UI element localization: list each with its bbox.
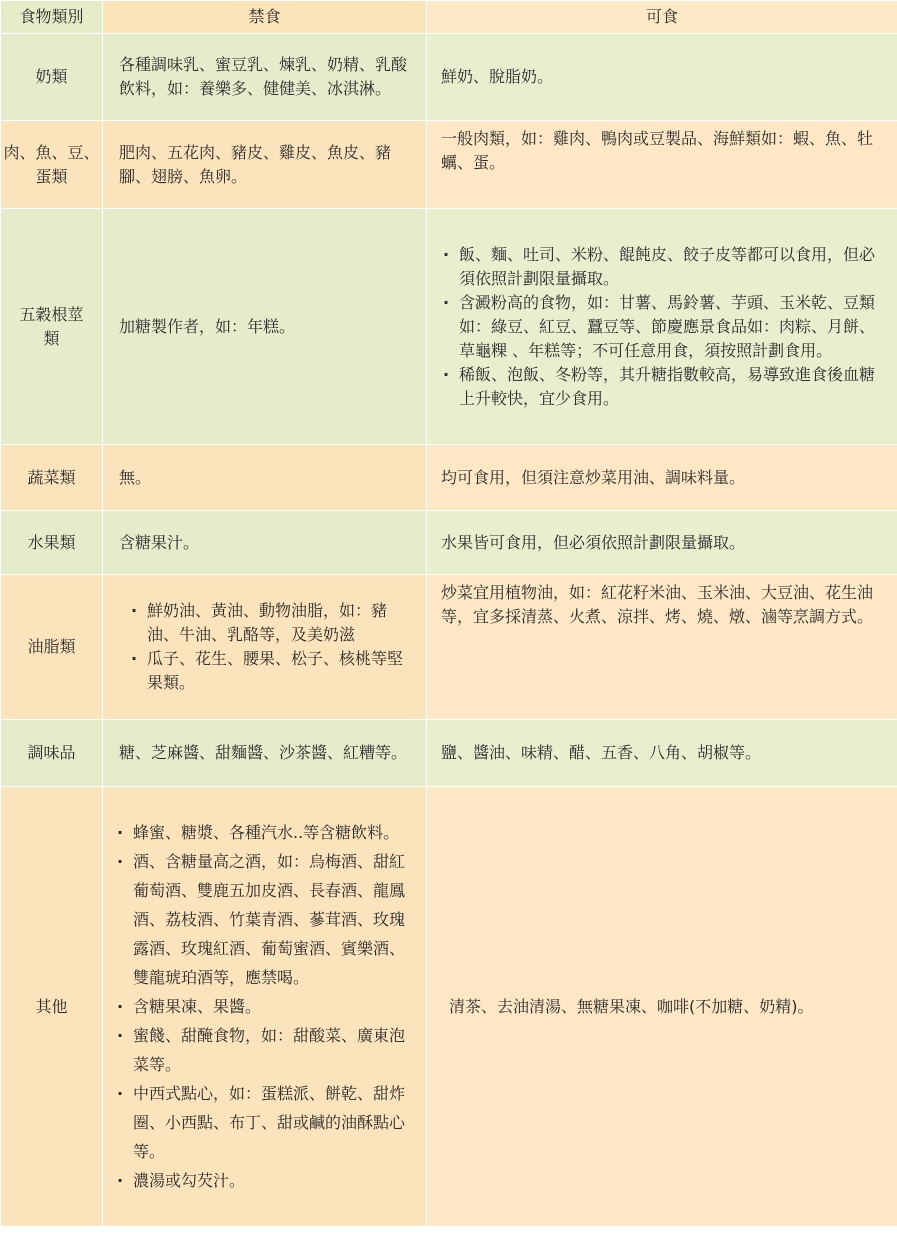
forbidden-cell (103, 445, 427, 511)
table-row (1, 511, 897, 575)
forbidden-text: 含糖果汁。 (119, 532, 200, 552)
table-row (1, 720, 897, 787)
header-allowed: 可食 (427, 1, 897, 34)
forbidden-cell (103, 209, 427, 445)
allowed-item: · 飯、麵、吐司、米粉、餛飩皮、餃子皮等都可以食用，但必須依照計劃限量攝取。 (441, 243, 883, 291)
allowed-text: 一般肉類，如：雞肉、鴨肉或豆製品、海鮮類如：蝦、魚、牡蠣、蛋。 (441, 129, 874, 172)
forbidden-item: · 鮮奶油、黃油、動物油脂，如：豬油、牛油、乳酪等，及美奶滋 (129, 599, 412, 647)
header-category: 食物類別 (1, 1, 103, 34)
allowed-list (441, 243, 883, 411)
forbidden-text: 加糖製作者，如：年糕。 (119, 316, 296, 336)
header-row (1, 1, 897, 34)
category-cell: 油脂類 (1, 575, 103, 720)
forbidden-cell (103, 787, 427, 1227)
allowed-cell (427, 209, 897, 445)
allowed-cell (427, 445, 897, 511)
forbidden-text: 肥肉、五花肉、豬皮、雞皮、魚皮、豬腳、翅膀、魚卵。 (119, 142, 392, 186)
category-label: 五穀根莖類 (19, 304, 84, 348)
allowed-cell (427, 511, 897, 575)
forbidden-text: 無。 (119, 467, 152, 487)
forbidden-cell (103, 720, 427, 787)
forbidden-item: · 瓜子、花生、腰果、松子、核桃等堅果類。 (129, 647, 412, 695)
forbidden-cell (103, 34, 427, 121)
forbidden-text: 各種調味乳、蜜豆乳、煉乳、奶精、乳酸飲料，如：養樂多、健健美、冰淇淋。 (119, 55, 408, 98)
allowed-text: 炒菜宜用植物油，如：紅花籽米油、玉米油、大豆油、花生油等，宜多採清蒸、火煮、涼拌、烤、燒、燉、滷等烹調方式。 (441, 583, 874, 626)
table-row (1, 787, 897, 1227)
table-row (1, 209, 897, 445)
allowed-text: 鮮奶、脫脂奶。 (441, 67, 554, 86)
table-row (1, 121, 897, 209)
forbidden-item: · 蜜餞、甜醃食物，如：甜酸菜、廣東泡菜等。 (115, 1021, 412, 1079)
allowed-cell (427, 121, 897, 209)
forbidden-item: · 中西式點心，如：蛋糕派、餅乾、甜炸圈、小西點、布丁、甜或鹹的油酥點心等。 (115, 1079, 412, 1166)
allowed-text: 鹽、醬油、味精、醋、五香、八角、胡椒等。 (441, 743, 762, 762)
allowed-item: · 含澱粉高的食物，如：甘薯、馬鈴薯、芋頭、玉米乾、豆類如：綠豆、紅豆、蠶豆等、節慶應景食品如：肉粽、月餅、草龜粿 、年糕等；不可任意用食，須按照計劃食用。 (441, 291, 883, 363)
table-row (1, 34, 897, 121)
category-cell: 蔬菜類 (1, 445, 103, 511)
forbidden-item: · 濃湯或勾芡汁。 (115, 1166, 412, 1195)
category-cell: 肉、魚、豆、蛋類 (1, 121, 103, 209)
allowed-text: 清茶、去油清湯、無糖果凍、咖啡(不加糖、奶精)。 (449, 996, 814, 1016)
category-cell: 水果類 (1, 511, 103, 575)
table-row (1, 445, 897, 511)
allowed-cell (427, 575, 897, 720)
allowed-cell (427, 787, 897, 1227)
forbidden-item: · 蜂蜜、糖漿、各種汽水..等含糖飲料。 (115, 818, 412, 847)
forbidden-cell (103, 575, 427, 720)
allowed-cell (427, 720, 897, 787)
allowed-text: 均可食用，但須注意炒菜用油、調味料量。 (441, 467, 746, 487)
forbidden-item: · 酒、含糖量高之酒，如：烏梅酒、甜紅葡萄酒、雙鹿五加皮酒、長春酒、龍鳳酒、荔枝酒、竹葉青酒、蔘茸酒、玫瑰露酒、玫瑰紅酒、葡萄蜜酒、賓樂酒、雙龍琥珀酒等，應禁喝。 (115, 847, 412, 992)
category-cell: 調味品 (1, 720, 103, 787)
forbidden-cell (103, 121, 427, 209)
forbidden-list (115, 818, 412, 1195)
allowed-cell (427, 34, 897, 121)
forbidden-list (129, 599, 412, 695)
category-cell (1, 209, 103, 445)
forbidden-cell (103, 511, 427, 575)
forbidden-item: · 含糖果凍、果醬。 (115, 992, 412, 1021)
allowed-item: · 稀飯、泡飯、冬粉等，其升糖指數較高，易導致進食後血糖上升較快，宜少食用。 (441, 363, 883, 411)
category-cell: 其他 (1, 787, 103, 1227)
forbidden-text: 糖、芝麻醬、甜麵醬、沙茶醬、紅糟等。 (119, 743, 408, 762)
category-cell: 奶類 (1, 34, 103, 121)
allowed-text: 水果皆可食用，但必須依照計劃限量攝取。 (441, 532, 746, 552)
table-row (1, 575, 897, 720)
header-forbidden: 禁食 (103, 1, 427, 34)
